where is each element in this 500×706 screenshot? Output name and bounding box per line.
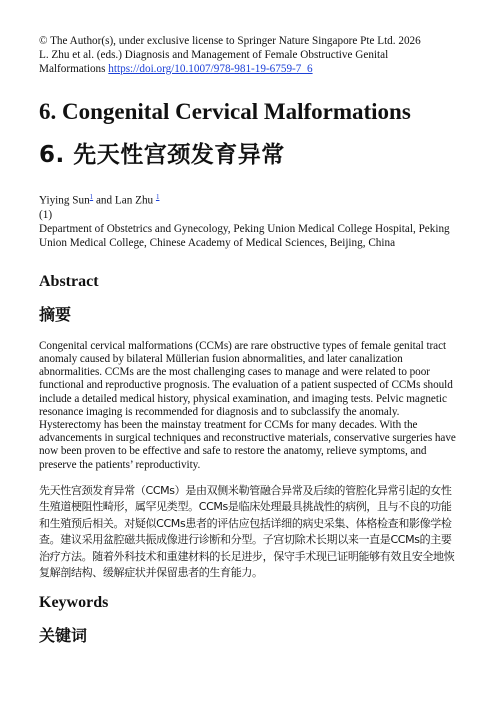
abstract-text-zh: 先天性宫颈发育异常（CCMs）是由双侧米勒管融合异常及后续的管腔化异常引起的女性生殖道梗阻性畸形，属罕见类型。CCMs是临床处理最具挑战性的病例，且与不良的功能和生殖预后相关。对疑似CCMs患者的评估应包括详细的病史采集、体格检查和影像学检查。建议采用盆腔磁共振成像进行诊断和分型。子宫切除术长期以来一直是CCMs的主要治疗方法。随着外科技术和重建材料的长足进步，保守手术现已证明能够有效且安全地恢复解剖结构、缓解症状并保留患者的生育能力。 [39, 483, 455, 580]
chapter-title-en: 6. Congenital Cervical Malformations [39, 99, 411, 124]
abstract-heading-zh: 摘要 [39, 304, 72, 324]
copyright-line-3 [39, 62, 459, 76]
copyright-notice [39, 34, 459, 76]
affiliation-text: Department of Obstetrics and Gynecology, Peking Union Medical College Hospital, Peking Union Medical College, Chinese Academy of Medical Sciences, Beijing, China [39, 222, 450, 249]
author-1-affiliation-link[interactable]: 1 [89, 193, 94, 201]
affiliation-block [39, 208, 459, 250]
document-page [39, 34, 459, 647]
author-name-1: Yiying Sun [39, 194, 90, 207]
copyright-line-1: © The Author(s), under exclusive license to Springer Nature Singapore Pte Ltd. 2026 [39, 35, 421, 47]
abstract-text-en: Congenital cervical malformations (CCMs) are rare obstructive types of female genital tract anomaly caused by bilateral Müllerian fusion abnormalities, and later canalization abnormalities. CCMs are the most challenging cases to manage and were related to poor functional and reproductive prognosis. The evaluation of a patient suspected of CCMs should include a detailed medical history, physical examination, and imaging tests. Pelvic magnetic resonance imaging is recommended for diagnosis and to subclassify the anomaly. Hysterectomy has been the mainstay treatment for CCMs for many decades. With the advancements in surgical techniques and reconstructive materials, conservative surgeries have now been proven to be effective and safe to restore the anatomy, relieve symptoms, and preserve the patients’ reproductivity. [39, 339, 456, 471]
author-line [39, 190, 459, 208]
chapter-title-zh: 6. 先天性宫颈发育异常 [39, 142, 285, 168]
doi-link[interactable]: https://doi.org/10.1007/978-981-19-6759-7_6 [108, 63, 313, 75]
copyright-line-2: L. Zhu et al. (eds.) Diagnosis and Management of Female Obstructive Genital [39, 49, 389, 61]
author-conjunction: and Lan Zhu [93, 194, 156, 207]
copyright-line-3-prefix: Malformations [39, 63, 109, 75]
abstract-heading-en: Abstract [39, 272, 99, 290]
keywords-heading-en: Keywords [39, 593, 109, 611]
keywords-heading-zh: 关键词 [39, 625, 88, 645]
affiliation-index: (1) [39, 208, 53, 221]
author-2-affiliation-link[interactable]: 1 [155, 193, 160, 201]
